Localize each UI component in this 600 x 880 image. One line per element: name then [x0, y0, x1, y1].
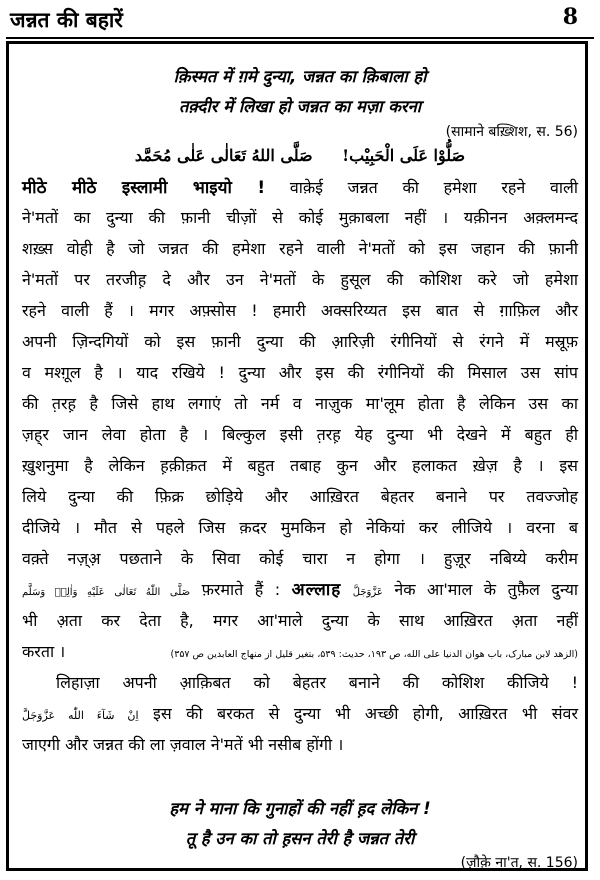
- body-line-18-rest: इस की बरकत से दुन्या भी अच्छी होगी, आख़िरत भी संवर: [153, 704, 578, 723]
- allah-calligraphy: अल्लाह: [291, 580, 342, 600]
- body-line-16: [22, 642, 578, 662]
- body-line-11: लिये दुन्या की फ़िक्र छोड़िये और आख़िरत बेहतर बनाने पर तवज्जोह: [22, 487, 578, 506]
- closing-verse-line-2: तू है उन का तो ह़सन तेरी है जन्नत तेरी: [185, 829, 415, 848]
- durood-part-1: صَلُّوْا عَلَی الْحَبِیْب!: [342, 146, 466, 165]
- inshallah-inline: اِنْ شَآءَ اللّٰه عَزَّوَجَلَّ: [22, 709, 139, 722]
- durood-part-2: صَلَّی اللهُ تَعَالٰی عَلٰی مُحَمَّد: [134, 146, 313, 165]
- opening-verse-line-2: तक़्दीर में लिखा हो जन्नत का मज़ा करना: [178, 97, 422, 116]
- body-line-15: भी अ़ता कर देता है, मगर आ'माले दुन्या के साथ आख़िरत अ़ता नहीं: [22, 611, 578, 630]
- body-line-16-a: करता ।: [22, 642, 66, 661]
- body-line-13: वक़्ते नज़्अ़ पछताने के सिवा कोई चारा न होगा । हुज़ूर नबिय्ये करीम: [22, 549, 578, 568]
- body-line-18: [22, 704, 578, 726]
- body-line-10: ख़ुशनुमा है लेकिन ह़क़ीक़त में बहुत तबाह कुन और हलाकत ख़ेज़ है । इस: [22, 456, 578, 475]
- body-line-8: की त़रह़ है जिसे हाथ लगाएं तो नर्म व नाज़ुक मा'लूम होता है लेकिन उस का: [22, 394, 578, 413]
- closing-verse-line-1: हम ने माना कि गुनाहों की नहीं ह़द लेकिन !: [169, 799, 431, 818]
- book-title: जन्नत की बहारें: [10, 8, 123, 32]
- greeting-bold: मीठे मीठे इस्लामी भाइयो !: [22, 178, 266, 198]
- azza-wajal-inline: عَزَّوَجَلَّ: [352, 587, 383, 598]
- opening-verse-line-1: क़िस्मत में ग़मे दुन्या, जन्नत का क़िबाला हो: [173, 67, 427, 86]
- body-line-17: लिहाज़ा अपनी आ़क़िबत को बेहतर बनाने की कोशिश कीजिये !: [56, 673, 578, 692]
- body-line-1-rest: वाक़ेई जन्नत की हमेशा रहने वाली: [289, 178, 578, 197]
- body-line-9: ज़ह्‌र जान लेवा होता है । बिल्कुल इसी त़रह़ येह दुन्या भी देखने में बहुत ही: [22, 425, 578, 444]
- body-line-14-a: फ़रमाते हैं :: [201, 580, 281, 599]
- page-header: [0, 0, 600, 40]
- header-rule: [6, 37, 594, 39]
- opening-verse-citation: (सामाने बख़्शिश, स. 56): [445, 124, 578, 140]
- hadith-reference: (الزهد لابن مبارک، باب هوان الدنیا علی الله، ص ۱۹۳، حدیث: ۵۳۹، بتغیر قلیل از منهاج العابدین ص ۳۵۷): [170, 649, 578, 660]
- body-line-19: जाएगी और जन्नत की ला ज़वाल ने'मतें भी नसीब होंगी ।: [22, 735, 344, 754]
- body-line-7: व मश्ग़ूल है । याद रखिये ! दुन्या और इस की रंगीनियों की मिसाल उस सांप: [22, 363, 578, 382]
- closing-verse-citation: (ज़ौक़े ना'त, स. 156): [460, 855, 578, 871]
- body-line-12: दीजिये । मौत से पहले जिस क़दर मुमकिन हो नेकियां कर लीजिये । वरना ब: [22, 518, 578, 537]
- body-line-3: शख़्स वोही है जो जन्नत की हमेशा रहने वाली ने'मतों को इस जहान की फ़ानी: [22, 239, 578, 258]
- body-line-2: ने'मतों का दुन्या की फ़ानी चीज़ों से कोई मुक़ाबला नहीं । यक़ीनन अक़्लमन्द: [22, 208, 578, 227]
- body-line-5: रहने वाली हैं । मगर अफ़्सोस ! हमारी अक्सरिय्यत इस बात से ग़ाफ़िल और: [22, 301, 578, 320]
- body-line-1: [22, 178, 578, 198]
- salawat-inline: صَلَّى اللّٰهُ تَعَالٰى عَلَيْهِ وَاٰلِهٖ وَسَلَّم: [22, 587, 191, 598]
- body-line-6: अपनी ज़िन्दगियों को इस फ़ानी दुन्या की आ़रिज़ी रंगीनियों से रंगने में मस्रूफ़: [22, 332, 578, 351]
- body-line-4: ने'मतों पर तरजीह़ दे और उन ने'मतों के हुसूल की कोशिश करे जो हमेशा: [22, 270, 578, 289]
- body-line-14: [22, 580, 578, 603]
- body-line-14-b: नेक आ'माल के तुफ़ैल दुन्या: [394, 580, 579, 599]
- page-number: 8: [562, 4, 578, 30]
- durood-line: [0, 146, 600, 176]
